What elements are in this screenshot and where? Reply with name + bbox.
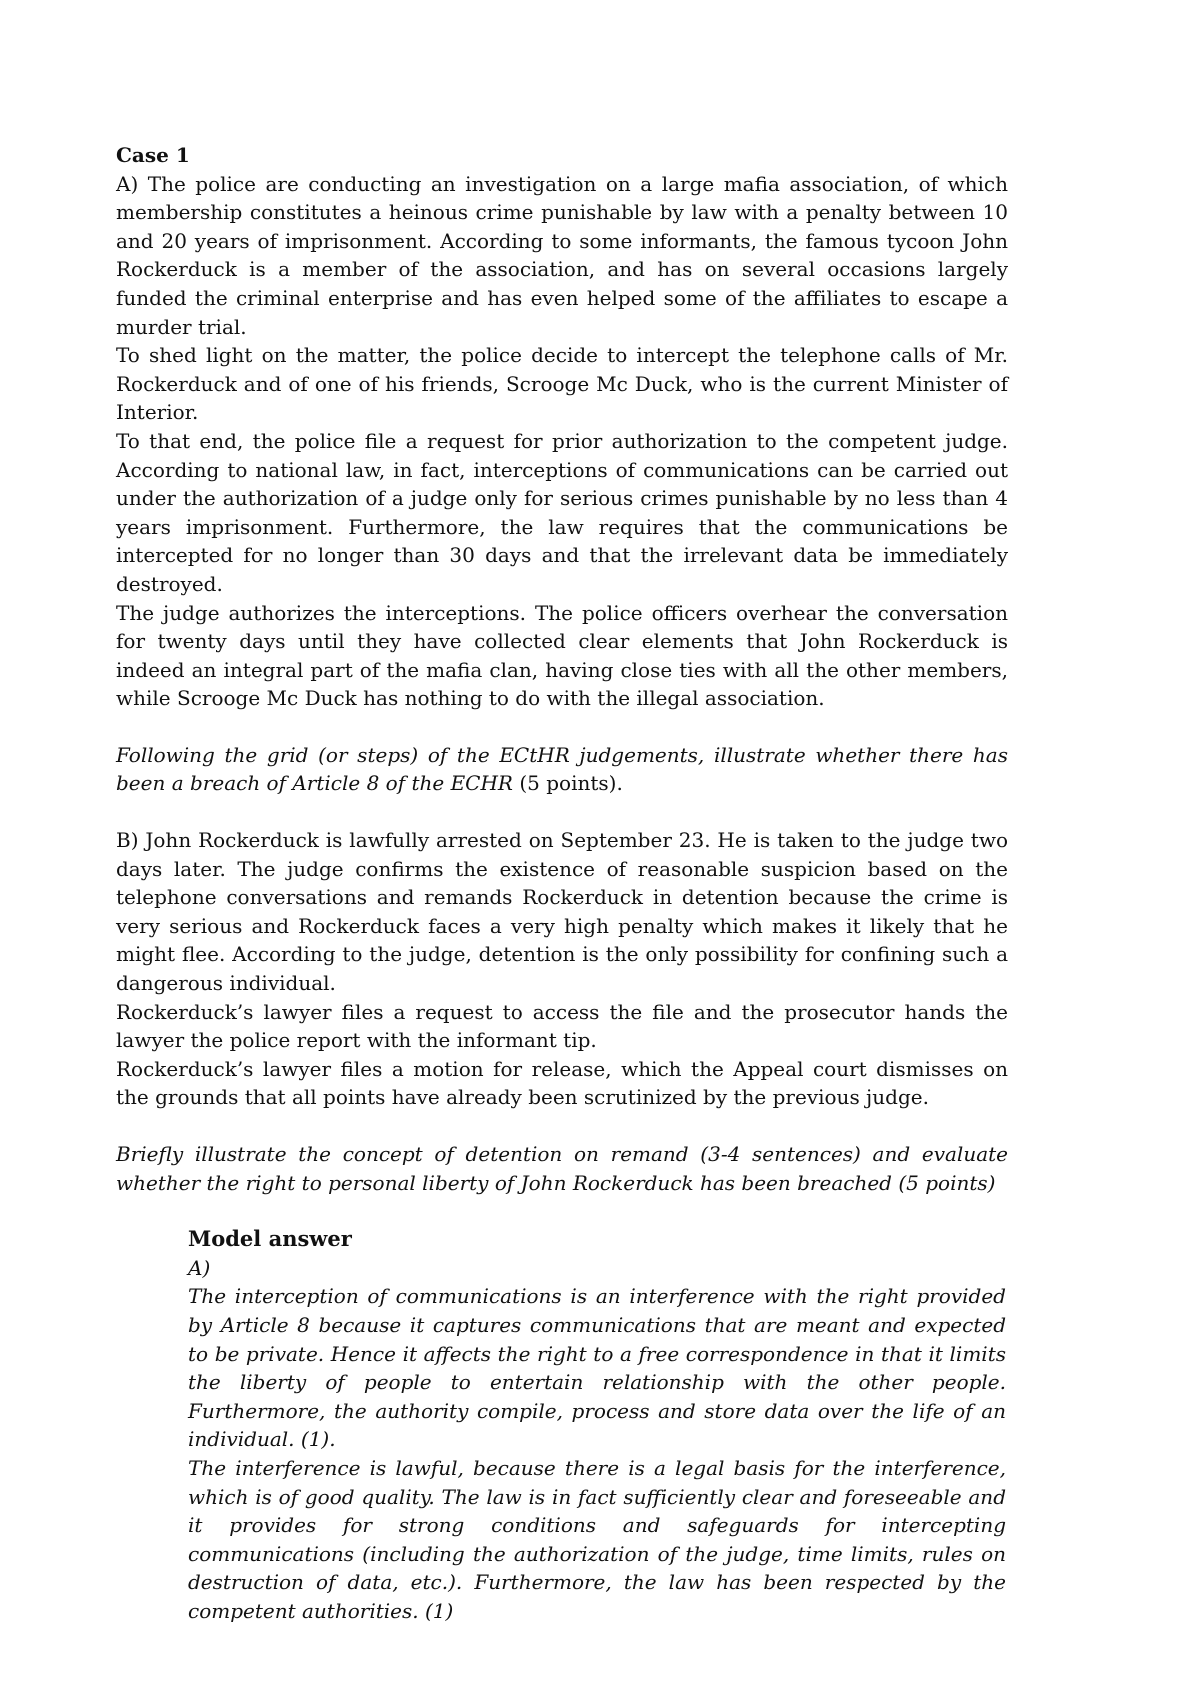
part-a-paragraph: A) The police are conducting an investigation on a large mafia association, of which membership constitutes a heinous crime punishable by law with a penalty between 10 and 20 years of imprisonment. According to some informants, the famous tycoon John Rockerduck is a member of the association, and has on several occasions largely funded the criminal enterprise and has even helped some of the affiliates to escape a murder trial. (116, 171, 1008, 339)
part-b-paragraph: Rockerduck’s lawyer files a motion for release, which the Appeal court dismisses on the grounds that all points have already been scrutinized by the previous judge. (116, 1056, 1008, 1110)
case-title: Case 1 (116, 143, 190, 167)
model-answer-part-label: A) (188, 1255, 211, 1280)
part-a-question (116, 741, 1008, 798)
part-b-section (116, 826, 1008, 1197)
part-b-paragraph: Rockerduck’s lawyer files a request to access the file and the prosecutor hands the lawyer the police report with the informant tip. (116, 999, 1008, 1053)
model-answer-section (188, 1225, 1006, 1625)
model-answer-title: Model answer (188, 1226, 352, 1252)
part-b-paragraph: B) John Rockerduck is lawfully arrested on September 23. He is taken to the judge two days later. The judge confirms the existence of reasonable suspicion based on the telephone conversations and remands Rockerduck in detention because the crime is very serious and Rockerduck faces a very high penalty which makes it likely that he might flee. According to the judge, detention is the only possibility for confining such a dangerous individual. (116, 828, 1008, 996)
part-a-question-text: Following the grid (or steps) of the ECtHR judgements, illustrate whether there has been a breach of Article 8 of the ECHR (116, 742, 1008, 796)
part-b-question: Briefly illustrate the concept of detention on remand (3-4 sentences) and evaluate whether the right to personal liberty of John Rockerduck has been breached (5 points) (116, 1142, 1008, 1195)
document-body (116, 141, 1008, 1626)
part-a-paragraph: The judge authorizes the interceptions. The police officers overhear the conversation for twenty days until they have collected clear elements that John Rockerduck is indeed an integral part of the mafia clan, having close ties with all the other members, while Scrooge Mc Duck has nothing to do with the illegal association. (116, 600, 1008, 711)
part-a-paragraph: To shed light on the matter, the police decide to intercept the telephone calls of Mr. Rockerduck and of one of his friends, Scrooge Mc Duck, who is the current Minister of Interior. (116, 343, 1008, 425)
part-a-paragraph: To that end, the police file a request for prior authorization to the competent judge. According to national law, in fact, interceptions of communications can be carried out under the authorization of a judge only for serious crimes punishable by no less than 4 years imprisonment. Furthermore, the law requires that the communications be intercepted for no longer than 30 days and that the irrelevant data be immediately destroyed. (116, 428, 1008, 596)
part-a-section (116, 170, 1008, 798)
model-answer-paragraph: The interception of communications is an interference with the right provided by Article 8 because it captures communications that are meant and expected to be private. Hence it affects the right to a free correspondence in that it limits the liberty of people to entertain relationship with the other people. Furthermore, the authority compile, process and store data over the life of an individual. (1). (188, 1284, 1006, 1452)
part-a-question-points: (5 points). (512, 771, 623, 796)
model-answer-paragraph: The interference is lawful, because there is a legal basis for the interference, which is of good quality. The law is in fact sufficiently clear and foreseeable and it provides for strong conditions and safeguards for intercepting communications (including the authorization of the judge, time limits, rules on destruction of data, etc.). Furthermore, the law has been respected by the competent authorities. (1) (188, 1455, 1006, 1623)
